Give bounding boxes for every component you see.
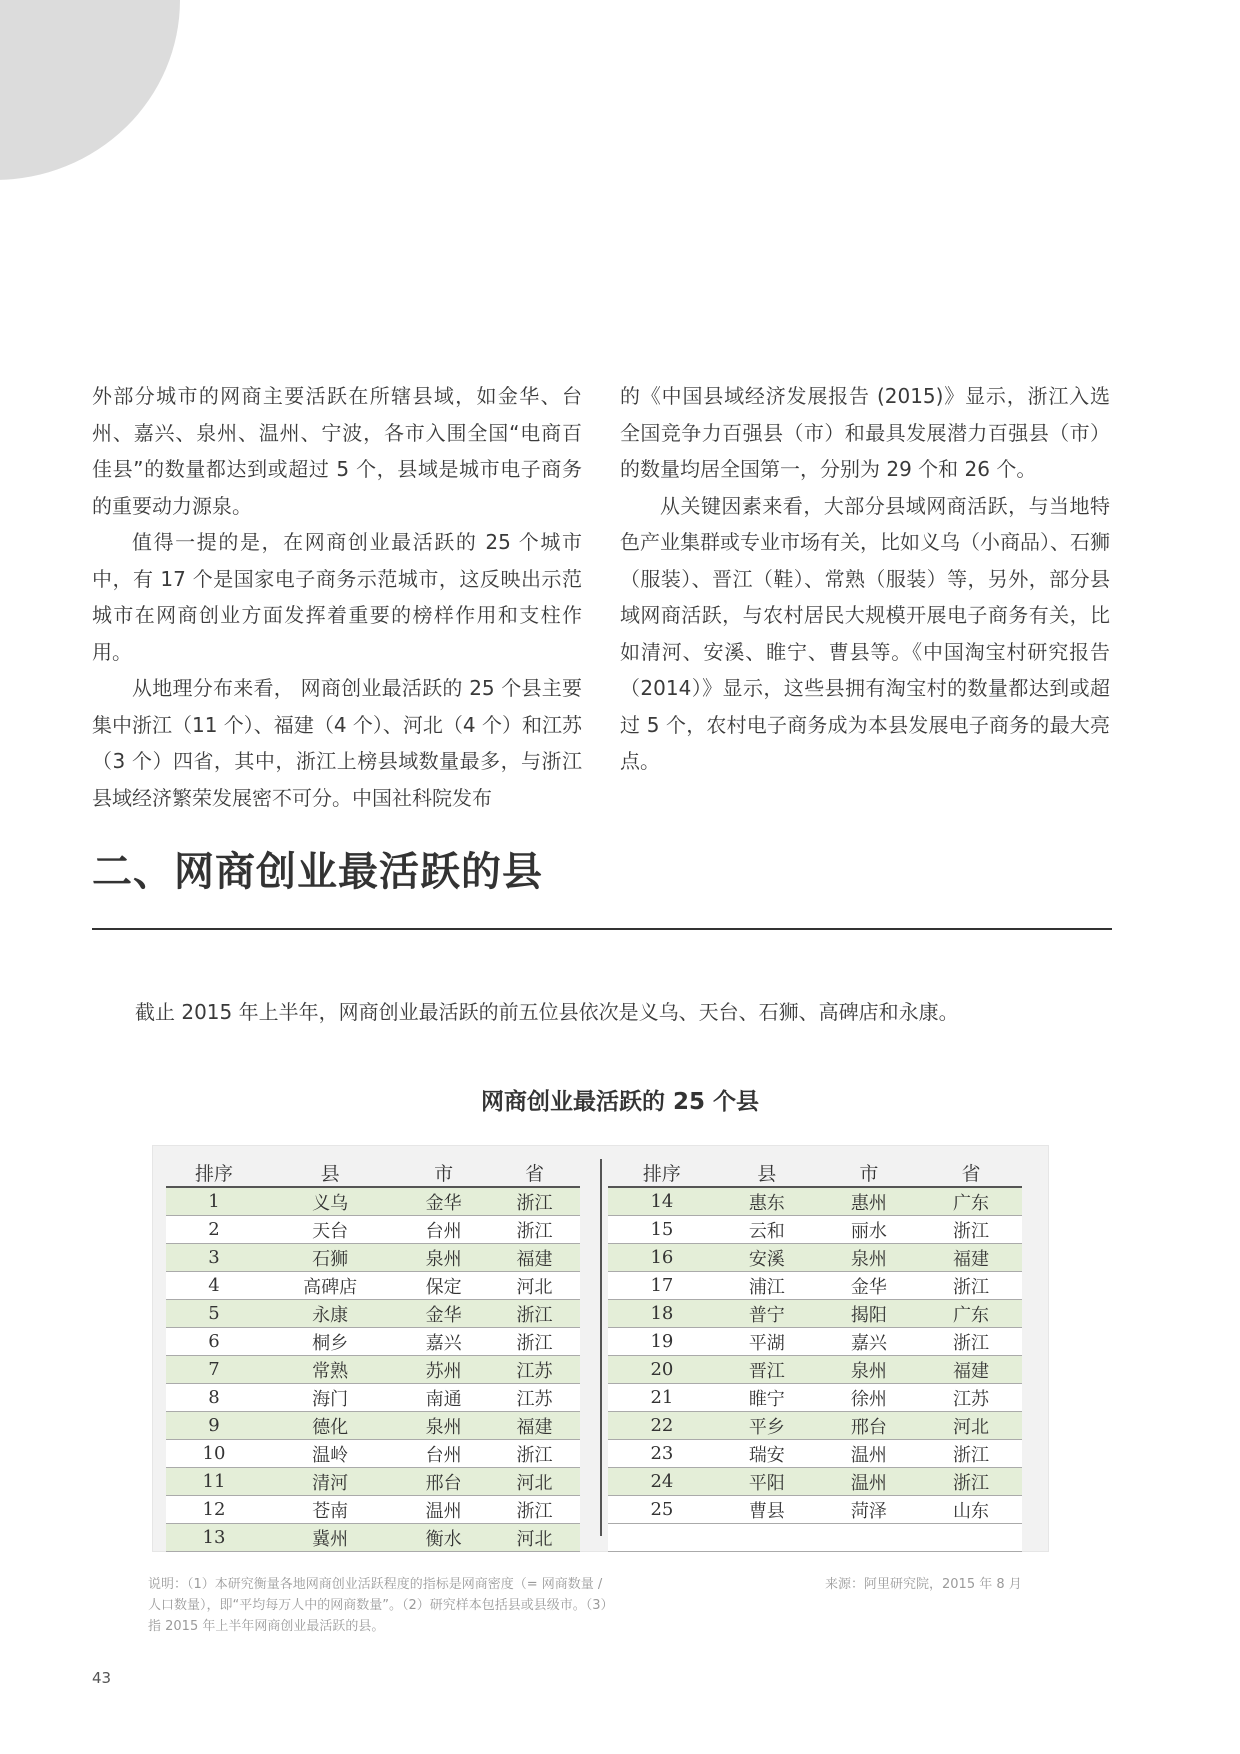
table-row [166,1216,580,1244]
cell-county: 平阳 [716,1468,818,1496]
cell-county: 安溪 [716,1244,818,1272]
cell-province: 福建 [920,1244,1022,1272]
cell-city: 金华 [818,1272,920,1300]
cell-county: 平湖 [716,1328,818,1356]
section-heading: 二、网商创业最活跃的县 [92,849,543,895]
table-row [166,1328,580,1356]
table-row [166,1496,580,1524]
cell-county: 天台 [262,1216,398,1244]
cell-city: 邢台 [398,1468,489,1496]
cell-province: 浙江 [920,1328,1022,1356]
cell-rank: 2 [166,1216,262,1244]
cell-rank: 23 [608,1440,716,1468]
table-row [166,1187,580,1216]
cell-rank: 9 [166,1412,262,1440]
cell-county: 德化 [262,1412,398,1440]
cell-city: 温州 [818,1468,920,1496]
heading-divider [92,928,1112,930]
cell-county: 浦江 [716,1272,818,1300]
page-number: 43 [92,1669,112,1687]
cell-county: 永康 [262,1300,398,1328]
table-source: 来源：阿里研究院，2015 年 8 月 [825,1577,1022,1592]
table-row [166,1356,580,1384]
cell-province: 河北 [489,1524,580,1552]
paragraph: 从关键因素来看，大部分县域网商活跃，与当地特色产业集群或专业市场有关，比如义乌（小商品）、石狮（服装）、晋江（鞋）、常熟（服装）等，另外，部分县域网商活跃，与农村居民大规模开展电子商务有关，比如清河、安溪、睢宁、曹县等。《中国淘宝村研究报告（2014）》显示，这些县拥有淘宝村的数量都达到或超过 5 个，农村电子商务成为本县发展电子商务的最大亮点。 [620,493,1110,773]
cell-rank: 8 [166,1384,262,1412]
empty-cell [716,1524,818,1552]
header-county: 县 [262,1159,398,1187]
cell-rank: 10 [166,1440,262,1468]
cell-province: 福建 [489,1412,580,1440]
cell-county: 常熟 [262,1356,398,1384]
table-row [166,1272,580,1300]
cell-county: 平乡 [716,1412,818,1440]
cell-rank: 22 [608,1412,716,1440]
left-text-column [92,378,582,816]
cell-county: 温岭 [262,1440,398,1468]
table-row [608,1244,1022,1272]
cell-county: 惠东 [716,1187,818,1216]
cell-city: 泉州 [398,1244,489,1272]
cell-rank: 17 [608,1272,716,1300]
empty-cell [818,1524,920,1552]
cell-province: 河北 [489,1468,580,1496]
cell-city: 徐州 [818,1384,920,1412]
header-row [166,1159,580,1187]
cell-city: 邢台 [818,1412,920,1440]
cell-province: 浙江 [489,1187,580,1216]
table-row [608,1187,1022,1216]
cell-city: 台州 [398,1440,489,1468]
cell-city: 嘉兴 [818,1328,920,1356]
cell-county: 晋江 [716,1356,818,1384]
cell-county: 石狮 [262,1244,398,1272]
table-row [608,1440,1022,1468]
cell-city: 泉州 [818,1244,920,1272]
cell-province: 浙江 [489,1496,580,1524]
table-row [166,1468,580,1496]
cell-province: 浙江 [920,1468,1022,1496]
ranking-table-right [608,1159,1022,1552]
cell-rank: 25 [608,1496,716,1524]
cell-rank: 6 [166,1328,262,1356]
paragraph: 外部分城市的网商主要活跃在所辖县域，如金华、台州、嘉兴、泉州、温州、宁波，各市入围全国“电商百佳县”的数量都达到或超过 5 个，县域是城市电子商务的重要动力源泉。 [92,384,582,518]
paragraph: 值得一提的是，在网商创业最活跃的 25 个城市中，有 17 个是国家电子商务示范城市，这反映出示范城市在网商创业方面发挥着重要的榜样作用和支柱作用。 [92,530,582,664]
table-row [166,1300,580,1328]
cell-city: 泉州 [818,1356,920,1384]
cell-province: 江苏 [489,1384,580,1412]
cell-city: 金华 [398,1187,489,1216]
cell-rank: 15 [608,1216,716,1244]
cell-province: 江苏 [489,1356,580,1384]
empty-cell [608,1524,716,1552]
cell-rank: 13 [166,1524,262,1552]
ranking-rows-right [608,1187,1022,1552]
table-row [608,1300,1022,1328]
cell-county: 睢宁 [716,1384,818,1412]
cell-county: 清河 [262,1468,398,1496]
table-row [166,1244,580,1272]
table-row [608,1468,1022,1496]
cell-rank: 19 [608,1328,716,1356]
cell-province: 浙江 [489,1300,580,1328]
ranking-rows-left [166,1187,580,1552]
cell-province: 浙江 [489,1216,580,1244]
cell-province: 浙江 [489,1440,580,1468]
cell-province: 江苏 [920,1384,1022,1412]
header-province: 省 [489,1159,580,1187]
cell-province: 福建 [920,1356,1022,1384]
cell-city: 菏泽 [818,1496,920,1524]
table-row [608,1356,1022,1384]
cell-city: 温州 [398,1496,489,1524]
cell-city: 温州 [818,1440,920,1468]
cell-rank: 12 [166,1496,262,1524]
cell-county: 曹县 [716,1496,818,1524]
right-text-column [620,378,1110,780]
cell-city: 苏州 [398,1356,489,1384]
table-row [166,1524,580,1552]
ranking-table-left [166,1159,580,1552]
cell-province: 浙江 [920,1216,1022,1244]
cell-rank: 11 [166,1468,262,1496]
cell-city: 保定 [398,1272,489,1300]
corner-decoration [0,0,180,180]
table-row [608,1412,1022,1440]
cell-rank: 24 [608,1468,716,1496]
cell-province: 浙江 [920,1272,1022,1300]
cell-city: 丽水 [818,1216,920,1244]
cell-province: 山东 [920,1496,1022,1524]
table-row [608,1496,1022,1524]
cell-province: 浙江 [489,1328,580,1356]
cell-county: 云和 [716,1216,818,1244]
empty-cell [920,1524,1022,1552]
cell-province: 浙江 [920,1440,1022,1468]
cell-province: 河北 [920,1412,1022,1440]
cell-province: 广东 [920,1187,1022,1216]
intro-text: 截止 2015 年上半年，网商创业最活跃的前五位县依次是义乌、天台、石狮、高碑店和永康。 [135,1000,959,1024]
header-city: 市 [398,1159,489,1187]
header-county: 县 [716,1159,818,1187]
header-rank: 排序 [608,1159,716,1187]
cell-city: 嘉兴 [398,1328,489,1356]
table-divider [600,1159,602,1536]
table-row [166,1440,580,1468]
cell-rank: 7 [166,1356,262,1384]
cell-city: 南通 [398,1384,489,1412]
cell-county: 普宁 [716,1300,818,1328]
table-row [608,1384,1022,1412]
cell-rank: 1 [166,1187,262,1216]
cell-county: 瑞安 [716,1440,818,1468]
county-ranking-table [152,1145,1049,1552]
paragraph: 从地理分布来看， 网商创业最活跃的 25 个县主要集中浙江（11 个）、福建（4 个）、河北（4 个）和江苏（3 个）四省，其中，浙江上榜县域数量最多，与浙江县域经济繁荣发展密不可分。中国社科院发布 [92,676,582,810]
cell-city: 金华 [398,1300,489,1328]
cell-county: 苍南 [262,1496,398,1524]
table-row [166,1412,580,1440]
cell-rank: 20 [608,1356,716,1384]
cell-rank: 18 [608,1300,716,1328]
cell-rank: 16 [608,1244,716,1272]
cell-county: 冀州 [262,1524,398,1552]
table-row [166,1384,580,1412]
paragraph: 的《中国县域经济发展报告 (2015)》显示，浙江入选全国竞争力百强县（市）和最具发展潜力百强县（市）的数量均居全国第一，分别为 29 个和 26 个。 [620,384,1110,481]
cell-county: 桐乡 [262,1328,398,1356]
cell-rank: 4 [166,1272,262,1300]
cell-province: 广东 [920,1300,1022,1328]
cell-county: 高碑店 [262,1272,398,1300]
cell-city: 台州 [398,1216,489,1244]
cell-rank: 14 [608,1187,716,1216]
table-row [608,1328,1022,1356]
cell-rank: 21 [608,1384,716,1412]
cell-rank: 5 [166,1300,262,1328]
cell-city: 惠州 [818,1187,920,1216]
cell-county: 义乌 [262,1187,398,1216]
cell-city: 揭阳 [818,1300,920,1328]
header-province: 省 [920,1159,1022,1187]
cell-county: 海门 [262,1384,398,1412]
cell-city: 衡水 [398,1524,489,1552]
table-note: 说明：（1）本研究衡量各地网商创业活跃程度的指标是网商密度（= 网商数量 / 人口数量），即“平均每万人中的网商数量”。（2）研究样本包括县或县级市。（3）指 2015 年上半年网商创业最活跃的县。 [148,1577,608,1634]
header-city: 市 [818,1159,920,1187]
table-title: 网商创业最活跃的 25 个县 [480,1089,760,1115]
empty-row [608,1524,1022,1552]
header-rank: 排序 [166,1159,262,1187]
cell-city: 泉州 [398,1412,489,1440]
cell-rank: 3 [166,1244,262,1272]
header-row [608,1159,1022,1187]
cell-province: 福建 [489,1244,580,1272]
cell-province: 河北 [489,1272,580,1300]
table-row [608,1216,1022,1244]
table-row [608,1272,1022,1300]
